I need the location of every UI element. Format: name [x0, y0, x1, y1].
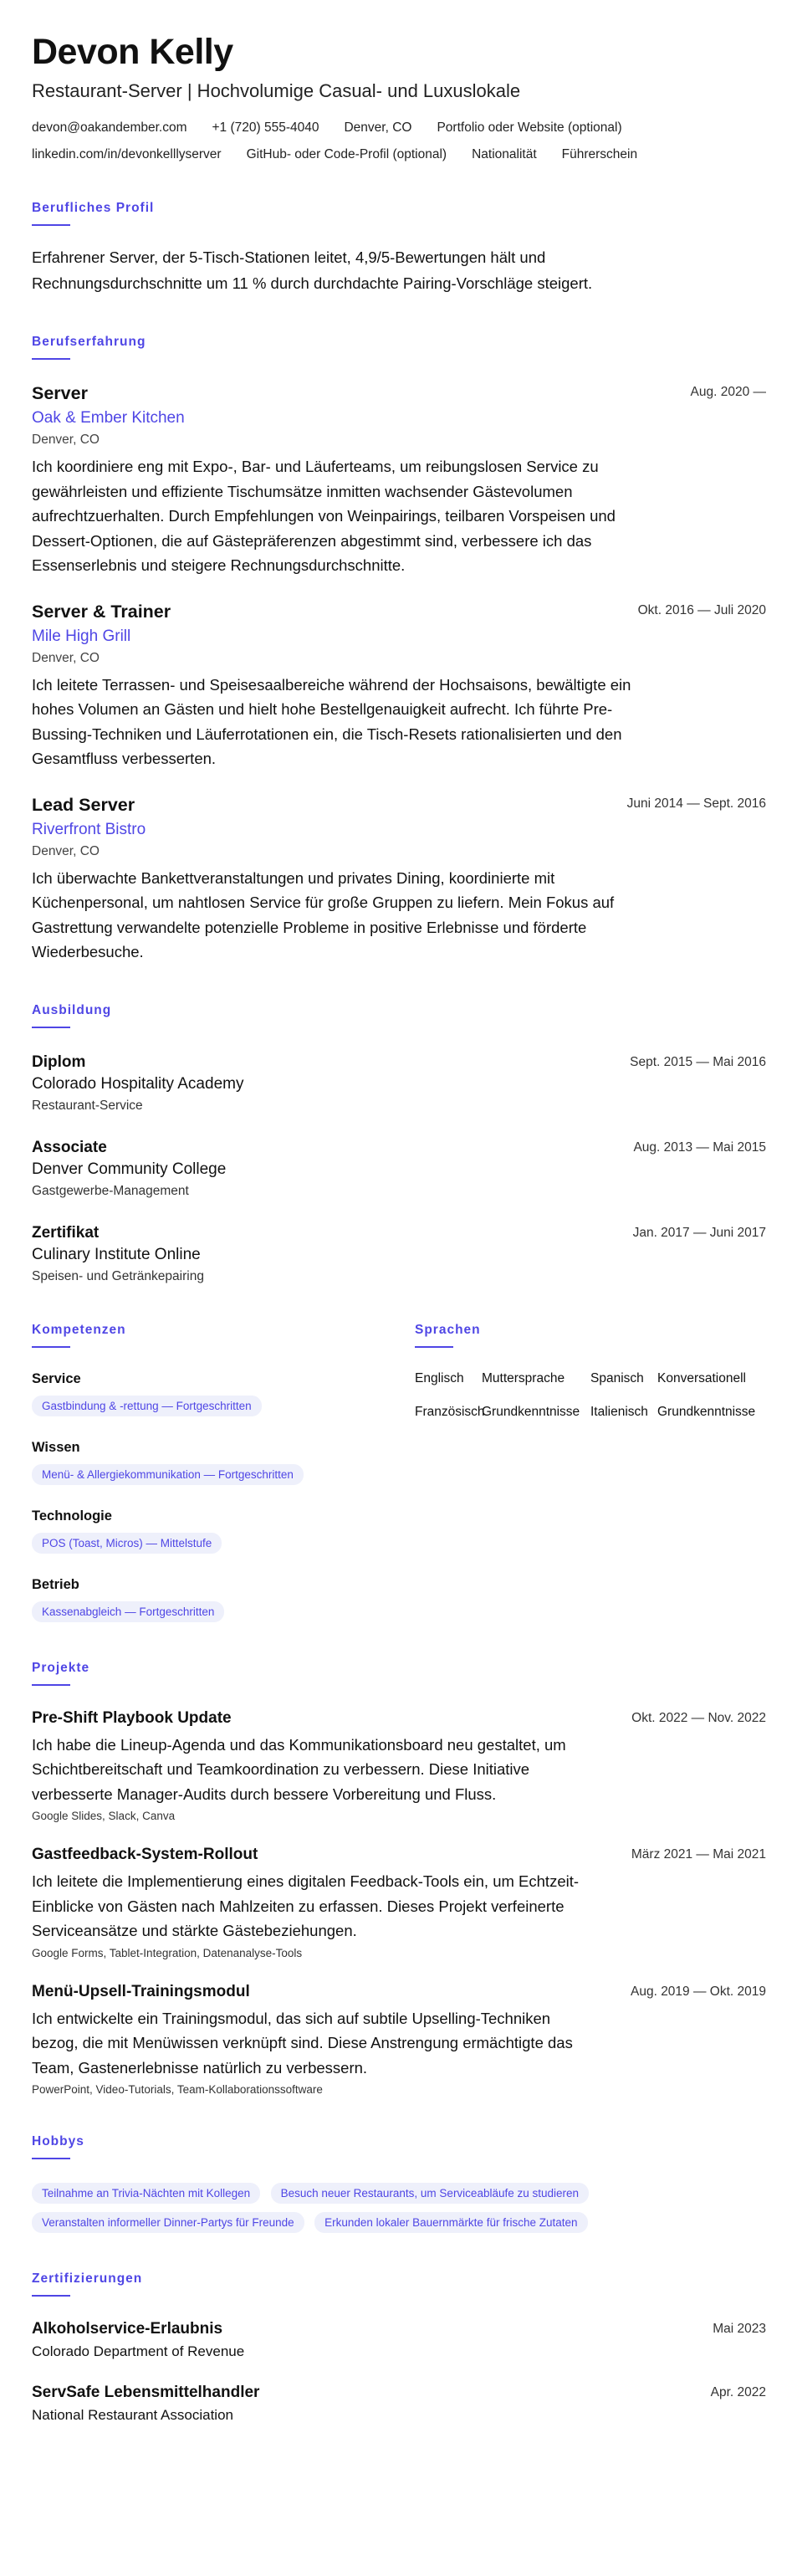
job-description: Ich leitete Terrassen- und Speisesaalbereiche während der Hochsaisons, bewältigte ein hohes Volumen an Gästen und hielt hohe Bestellgenauigkeit aufrecht. Ich führte Pre-Bussing-Techniken und Läuferrotationen ein, die Tisch-Resets rationalisierten und den Gesamtfluss verbesserten. [32, 675, 631, 767]
education-date: Sept. 2015 — Mai 2016 [630, 1054, 766, 1069]
skill-chip: Kassenabgleich — Fortgeschritten [32, 1601, 224, 1622]
project-date: März 2021 — Mai 2021 [631, 1847, 766, 1862]
resume-header [32, 30, 766, 162]
skill-chip: Menü- & Allergiekommunikation — Fortgeschritten [32, 1464, 304, 1485]
experience-entry [32, 602, 766, 771]
certification-issuer: National Restaurant Association [32, 2407, 233, 2423]
education-section [32, 1003, 766, 1284]
education-date: Jan. 2017 — Juni 2017 [632, 1225, 766, 1240]
job-company: Mile High Grill [32, 627, 131, 645]
job-date: Juni 2014 — Sept. 2016 [626, 796, 766, 811]
degree: Associate [32, 1138, 107, 1156]
education-entry [32, 1224, 766, 1284]
hobbies-section [32, 2134, 766, 2233]
contact-license: Führerschein [561, 147, 638, 161]
certification-title: ServSafe Lebensmittelhandler [32, 2384, 260, 2401]
section-title: Zertifizierungen [32, 2271, 143, 2286]
field-of-study: Speisen- und Getränkepairing [32, 1268, 204, 1283]
language-row [415, 1405, 766, 1420]
project-date: Okt. 2022 — Nov. 2022 [631, 1710, 766, 1725]
skill-category: Betrieb [32, 1576, 79, 1592]
project-description: Ich leitete die Implementierung eines digitalen Feedback-Tools ein, um Echtzeit-Einblicke von Gästen nach Mahlzeiten zu erfassen. Dieses Projekt verfeinerte Serviceansätze und stärkte Gästebeziehungen. [32, 1872, 580, 1939]
certification-date: Mai 2023 [713, 2322, 766, 2336]
school: Colorado Hospitality Academy [32, 1074, 244, 1093]
project-description: Ich habe die Lineup-Agenda und das Kommunikationsboard neu gestaltet, um Schichtbereitschaft und Teamkoordination zu verbessern. Diese Initiative verbesserte Manager-Audits durch bessere Vorbereitung und Fluss. [32, 1735, 566, 1803]
language-item [590, 1371, 766, 1386]
section-divider [32, 2158, 70, 2159]
degree: Diplom [32, 1052, 86, 1071]
section-divider [32, 2295, 70, 2297]
project-entry [32, 1846, 766, 1959]
job-company: Riverfront Bistro [32, 820, 146, 838]
language-name: Französisch [415, 1404, 485, 1419]
certifications-section [32, 2271, 766, 2424]
project-title: Menü-Upsell-Trainingsmodul [32, 1982, 250, 2000]
certification-entry [32, 2384, 766, 2424]
section-divider [32, 1027, 70, 1028]
profile-section [32, 201, 766, 296]
contact-nationality: Nationalität [472, 147, 537, 161]
skill-chip: Gastbindung & -rettung — Fortgeschritten [32, 1396, 262, 1416]
section-title: Berufliches Profil [32, 201, 155, 215]
section-title: Sprachen [415, 1322, 481, 1337]
section-divider [32, 358, 70, 360]
hobby-chip: Erkunden lokaler Bauernmärkte für frische Zutaten [314, 2212, 587, 2233]
contact-list [32, 120, 751, 162]
language-level: Konversationell [657, 1370, 746, 1385]
language-item [415, 1405, 590, 1420]
school: Culinary Institute Online [32, 1245, 201, 1263]
certification-title: Alkoholservice-Erlaubnis [32, 2320, 223, 2338]
hobby-list [32, 2174, 718, 2233]
language-name: Englisch [415, 1370, 464, 1385]
profile-summary: Erfahrener Server, der 5-Tisch-Stationen leitet, 4,9/5-Bewertungen hält und Rechnungsdurchschnitte um 11 % durch durchdachte Pairing-Vorschläge steigert. [32, 248, 593, 292]
field-of-study: Gastgewerbe-Management [32, 1183, 189, 1198]
hobby-chip: Veranstalten informeller Dinner-Partys für Freunde [32, 2212, 304, 2233]
degree: Zertifikat [32, 1223, 100, 1242]
school: Denver Community College [32, 1160, 227, 1178]
project-tools: Google Forms, Tablet-Integration, Datenanalyse-Tools [32, 1946, 303, 1959]
experience-section [32, 335, 766, 965]
project-tools: PowerPoint, Video-Tutorials, Team-Kollaborationssoftware [32, 2083, 323, 2096]
job-location: Denver, CO [32, 843, 100, 858]
candidate-name: Devon Kelly [32, 32, 233, 72]
section-divider [32, 1684, 70, 1686]
candidate-headline: Restaurant-Server | Hochvolumige Casual- und Luxuslokale [32, 80, 521, 101]
project-title: Gastfeedback-System-Rollout [32, 1846, 258, 1863]
hobby-chip: Besuch neuer Restaurants, um Serviceabläufe zu studieren [271, 2183, 589, 2204]
job-location: Denver, CO [32, 650, 100, 665]
experience-entry [32, 383, 766, 578]
contact-linkedin[interactable]: linkedin.com/in/devonkelllyserver [32, 147, 222, 161]
contact-email[interactable]: devon@oakandember.com [32, 120, 187, 135]
job-company: Oak & Ember Kitchen [32, 409, 185, 427]
language-row [415, 1371, 766, 1386]
contact-phone[interactable]: +1 (720) 555-4040 [212, 120, 319, 135]
section-title: Hobbys [32, 2134, 84, 2148]
field-of-study: Restaurant-Service [32, 1098, 143, 1113]
job-role: Server [32, 383, 88, 403]
certification-issuer: Colorado Department of Revenue [32, 2343, 245, 2359]
job-date: Aug. 2020 — [690, 385, 766, 399]
projects-section [32, 1661, 766, 2097]
section-title: Ausbildung [32, 1002, 112, 1017]
language-name: Spanisch [590, 1370, 644, 1385]
language-level: Muttersprache [482, 1370, 565, 1385]
certification-entry [32, 2320, 766, 2360]
contact-portfolio[interactable]: Portfolio oder Website (optional) [437, 120, 622, 135]
section-divider [32, 1346, 70, 1348]
project-title: Pre-Shift Playbook Update [32, 1708, 232, 1727]
project-description: Ich entwickelte ein Trainingsmodul, das sich auf subtile Upselling-Techniken bezog, die mit Menüwissen verknüpft sind. Diese Anstrengung ermächtigte das Team, Gastenerlebnisse natürlich zu verbessern. [32, 2009, 573, 2077]
language-level: Grundkenntnisse [657, 1404, 756, 1419]
job-role: Lead Server [32, 794, 135, 815]
job-location: Denver, CO [32, 433, 100, 447]
language-item [590, 1405, 766, 1420]
language-item [415, 1371, 590, 1386]
skills-section [32, 1323, 415, 1622]
project-entry [32, 1709, 766, 1823]
section-divider [32, 224, 70, 226]
education-entry [32, 1053, 766, 1114]
certification-date: Apr. 2022 [710, 2385, 766, 2399]
job-date: Okt. 2016 — Juli 2020 [637, 602, 766, 617]
job-description: Ich koordiniere eng mit Expo-, Bar- und Läuferteams, um reibungslosen Service zu gewährleisten und effiziente Tischumsätze inmitten wachsender Gästevolumen aufrechtzuerhalten. Durch Empfehlungen von Weinpairings, teilbaren Vorspeisen und Dessert-Optionen, die auf Gästepräferenzen abgestimmt sind, verbessere ich das Essenserlebnis und steigere Rechnungsdurchschnitte. [32, 458, 616, 574]
education-entry [32, 1139, 766, 1199]
contact-github[interactable]: GitHub- oder Code-Profil (optional) [246, 147, 447, 161]
project-date: Aug. 2019 — Okt. 2019 [631, 1984, 766, 1999]
section-title: Berufserfahrung [32, 335, 146, 349]
languages-section [415, 1323, 766, 1622]
project-entry [32, 1983, 766, 2097]
hobby-chip: Teilnahme an Trivia-Nächten mit Kollegen [32, 2183, 260, 2204]
contact-location: Denver, CO [344, 120, 412, 135]
section-title: Kompetenzen [32, 1322, 126, 1337]
section-title: Projekte [32, 1660, 90, 1675]
skill-category: Wissen [32, 1439, 80, 1455]
language-name: Italienisch [590, 1404, 648, 1419]
experience-entry [32, 795, 766, 965]
section-divider [415, 1346, 453, 1348]
project-tools: Google Slides, Slack, Canva [32, 1810, 176, 1822]
job-description: Ich überwachte Bankettveranstaltungen und privates Dining, koordinierte mit Küchenpersonal, um nahtlosen Service für große Gruppen zu liefern. Mein Fokus auf Gastrettung verwandelte potenzielle Probleme in positive Erlebnisse und förderte Wiederbesuche. [32, 868, 615, 960]
skills-languages-row [32, 1323, 766, 1622]
job-role: Server & Trainer [32, 601, 171, 622]
skill-category: Service [32, 1370, 81, 1386]
skill-chip: POS (Toast, Micros) — Mittelstufe [32, 1533, 222, 1554]
language-level: Grundkenntnisse [482, 1404, 580, 1419]
education-date: Aug. 2013 — Mai 2015 [633, 1139, 766, 1155]
skill-category: Technologie [32, 1508, 112, 1524]
